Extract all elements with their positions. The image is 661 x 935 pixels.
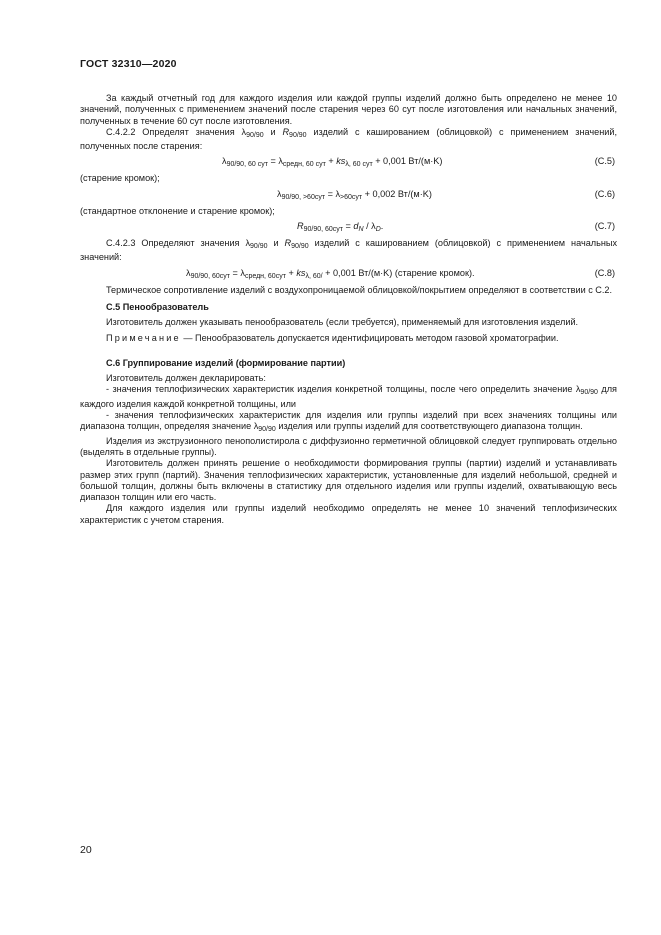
paragraph-thermal-resistance: Термическое сопротивление изделий с воздухопроницаемой облицовкой/покрытием определяют в соответствии с С.2. [106, 284, 613, 295]
formula-c6: $\lambda_{90/90, >60сут} = \lambda_{>60сут} + 0,002$ Вт/(м·K) (С.6) [277, 188, 615, 201]
formula-number: (С.6) [594, 188, 615, 199]
paragraph-annual-values: За каждый отчетный год для каждого изделия или каждой группы изделий должно быть определено не менее 10 значений, полученных с применением значений после старения через 60 сут после изготовления или начальных значений, полученных в течение 60 сут после изготовления. [80, 93, 617, 126]
paragraph-declare: Изготовитель должен декларировать: [106, 373, 266, 384]
page-number: 20 [80, 844, 92, 856]
paragraph-last: Для каждого изделия или группы изделий необходимо определять не менее 10 значений теплофизических характеристик с учетом старения. [80, 503, 617, 525]
paragraph-c423: С.4.2.3 Определяют значения $\lambda_{90/90}$ и $R_{90/90}$ изделий с кашированием (облицовкой) с применением начальных значений: [80, 238, 618, 263]
note-c5: Примечание — Пенообразователь допускается идентифицировать методом газовой хроматографии. [106, 332, 559, 343]
paragraph-xps: Изделия из экструзионного пенополистирола с диффузионно герметичной облицовкой следует группировать отдельно (выделять в отдельные группы). [80, 435, 617, 457]
paragraph-decision: Изготовитель должен принять решение о необходимости формирования группы (партии) изделий и устанавливать размер этих групп (партий). Значения теплофизических характеристик, установленные для изделий небольшой, средней и большой толщин, должны быть включены в статистику для отдельного изделия или группы изделий, охватывающую весь диапазон толщин или его часть. [80, 458, 617, 503]
formula-c5: $\lambda_{90/90, 60 сут} = \lambda_{средн, 60 сут} + ks_{\lambda, 60 сут} + 0,001$ Вт/(м·K) (С.5) [222, 156, 615, 169]
formula-number: (С.5) [594, 156, 615, 167]
formula-note-c6: (стандартное отклонение и старение кромок); [80, 205, 275, 216]
list-item: - значения теплофизических характеристик для изделия или группы изделий при всех значениях толщины или диапазона толщин, определяя значение $\lambda_{90/90}$ изделия или группы изделий для соответствующего диапазона толщин. [80, 410, 617, 434]
document-body [80, 93, 617, 526]
formula-c8: $\lambda_{90/90, 60сут} = \lambda_{средн, 60сут} + ks_{\lambda, 60/} + 0,001$ Вт/(м·K) (старение кромок). (С.8) [186, 267, 615, 280]
document-header: ГОСТ 32310—2020 [80, 58, 177, 70]
formula-number: (С.7) [594, 221, 615, 232]
paragraph-c5: Изготовитель должен указывать пенообразователь (если требуется), применяемый для изготовления изделий. [106, 317, 579, 328]
section-heading-c5: С.5 Пенообразователь [106, 301, 209, 312]
formula-note-c5: (старение кромок); [80, 173, 160, 184]
section-heading-c6: С.6 Группирование изделий (формирование партии) [106, 357, 346, 368]
formula-number: (С.8) [594, 267, 615, 278]
formula-c7: $R_{90/90, 60сут} = d_N / \lambda_D$. (С.7) [297, 221, 615, 234]
paragraph-c422: С.4.2.2 Определят значения $\lambda_{90/90}$ и $R_{90/90}$ изделий с кашированием (облицовкой) с применением значений, полученных после старения: [80, 126, 618, 152]
list-item: - значения теплофизических характеристик изделия конкретной толщины, после чего определить значение $\lambda_{90/90}$ для каждого изделия каждой конкретной толщины, или [80, 384, 617, 409]
